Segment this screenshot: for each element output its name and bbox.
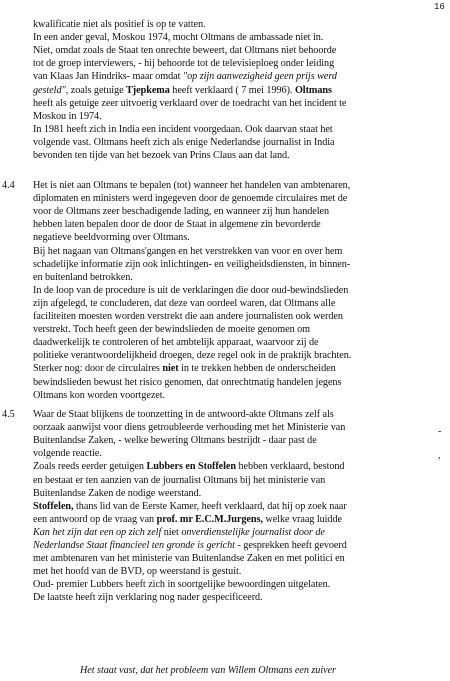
text-line <box>33 513 342 526</box>
page-number: 16 <box>434 2 445 12</box>
text-run: hebben verklaard, bestond <box>236 461 345 473</box>
section-number: 4.5 <box>2 409 15 420</box>
text-line <box>33 258 350 271</box>
text-line <box>33 323 310 336</box>
text-run: "op zijn aanwezigheid geen prijs werd <box>182 71 337 83</box>
text-line <box>33 218 321 231</box>
text-run: politieke verantwoordelijkheid droegen, deze regel ook in de praktijk brachten. <box>33 350 352 362</box>
text-line <box>33 205 329 218</box>
text-run: voor de Oltmans zeer beschadigende lading, en wanneer zij hun handelen <box>33 206 330 218</box>
text-run: gesteld" <box>33 84 66 96</box>
text-line <box>33 231 190 244</box>
text-line <box>33 552 345 565</box>
text-run: hebben laten bepalen door de door de Staat in algemene zin bevorderde <box>33 219 321 231</box>
text-line <box>33 310 343 323</box>
text-run: bewindslieden bewust het risico genomen, dat onrechtmatig handelen jegens <box>33 376 342 388</box>
text-run: , zoals getuige <box>65 84 127 96</box>
text-run: In een ander geval, Moskou 1974, mocht Oltmans de ambassade niet in. <box>33 32 324 44</box>
text-run: diplomaten en ministers werd ingegeven door de genoemde circulaires met de <box>33 193 348 205</box>
text-line <box>33 336 319 349</box>
text-run: Tjepkema <box>126 84 170 96</box>
text-line <box>33 271 133 284</box>
text-line <box>33 565 241 578</box>
text-run: met ambtenaren van het ministerie van Buitenlandse Zaken en met politici en <box>33 553 345 565</box>
text-line <box>33 149 290 162</box>
text-run: volgende vast. Oltmans heeft zich als enige Nederlandse journalist in India <box>33 136 335 148</box>
text-run: van Klaas Jan Hindriks- maar omdat <box>33 71 183 83</box>
text-line <box>33 179 350 192</box>
text-line <box>33 487 201 500</box>
text-run: en buitenland betrokken. <box>33 271 133 283</box>
text-run: daadwerkelijk te controleren of het ambtelijk apparaat, waarvoor zij de <box>33 337 319 349</box>
text-run: een antwoord op de vraag van <box>33 513 157 525</box>
text-line <box>33 18 206 31</box>
text-run: Oud- premier Lubbers heeft zich in soortgelijke bewoordingen uitgelaten. <box>33 579 331 591</box>
text-line <box>33 136 335 149</box>
text-run: prof. mr E.C.M.Jurgens, <box>156 513 263 525</box>
text-line <box>33 31 323 44</box>
text-line <box>33 376 341 389</box>
text-run: De laatste heeft zijn verklaring nog nader gespecificeerd. <box>33 592 263 604</box>
text-line <box>33 110 102 123</box>
margin-tick: , <box>438 450 441 461</box>
text-line <box>33 297 335 310</box>
text-line <box>33 460 344 473</box>
text-run: Stoffelen, <box>33 500 74 512</box>
text-line <box>33 526 325 539</box>
text-run: met het hoofd van de BVD, op weerstand is gestuit. <box>33 566 242 578</box>
text-run: Waar de Staat blijkens de toonzetting in de antwoord-akte Oltmans zelf als <box>33 409 334 420</box>
text-line <box>33 123 333 136</box>
text-run: In de loop van de procedure is uit de verklaringen die door oud-bewindslieden <box>33 284 349 296</box>
text-run: niet <box>162 363 179 375</box>
text-run: Buitenlandse Zaken, - welke bewering Oltmans bestrijdt - daar past de <box>33 435 317 447</box>
text-run: Het is niet aan Oltmans te bepalen (tot) wanneer het handelen van ambtenaren, <box>33 180 351 191</box>
text-line <box>33 539 347 552</box>
text-run: oorzaak aanwijst voor diens getroubleerde verhouding met het Ministerie van <box>33 422 346 434</box>
text-line <box>33 284 348 297</box>
text-run: heeft als getuige zeer uitvoerig verklaard over de toedracht van het incident te <box>33 97 347 109</box>
text-run: niet <box>161 526 182 538</box>
text-run: Niet, omdat zoals de Staat ten onrechte beweert, dat Oltmans niet behoorde <box>33 45 337 57</box>
text-line <box>33 591 263 604</box>
text-run: volgende reactie. <box>33 448 102 460</box>
text-run: heeft verklaard ( 7 mei 1996). <box>169 84 295 96</box>
text-line <box>33 389 165 402</box>
text-run: in te trekken hebben de onderscheiden <box>178 363 336 375</box>
margin-tick: - <box>438 426 442 437</box>
text-line <box>33 44 336 57</box>
text-run: kwalificatie niet als positief is op te vatten. <box>33 19 206 30</box>
text-line <box>33 362 336 375</box>
text-line <box>33 70 337 83</box>
text-line <box>33 57 334 70</box>
text-line <box>33 192 347 205</box>
footer-line: Het staat vast, dat het probleem van Willem Oltmans een zuiver <box>80 665 336 676</box>
text-line <box>33 578 330 591</box>
text-line <box>33 245 342 258</box>
text-run: bevonden ten tijde van het bezoek van Prins Claus aan dat land. <box>33 150 290 161</box>
text-run: en bestaat er ten aanzien van de journalist Oltmans bij het ministerie van <box>33 474 326 486</box>
text-run: Lubbers en Stoffelen <box>146 461 237 473</box>
text-run: In 1981 heeft zich in India een incident voorgedaan. Ook daarvan staat het <box>33 123 333 135</box>
text-run: Oltmans <box>294 84 332 96</box>
text-line <box>33 84 332 97</box>
text-run: thans lid van de Eerste Kamer, heeft verklaard, dat hij op zoek naar <box>73 500 347 512</box>
text-run: Moskou in 1974. <box>33 110 102 122</box>
section-number: 4.4 <box>2 180 15 191</box>
text-run: Oltmans kon worden voortgezet. <box>33 389 166 401</box>
text-run: Nederlandse Staat financieel ten gronde is gericht <box>33 540 235 551</box>
text-run: Bij het nagaan van Oltmans'gangen en het verstrekken van voor en over hem <box>33 245 343 257</box>
text-line <box>33 97 346 110</box>
text-line <box>33 474 325 487</box>
text-line <box>33 500 347 513</box>
text-run: - gesprekken heeft gevoerd <box>234 540 347 551</box>
text-run: schadelijke informatie zijn ook inlichtingen- en veiligheidsdiensten, in binnen- <box>33 258 351 270</box>
text-run: onverdienstelijke journalist door de <box>181 526 325 538</box>
text-run: zijn afgelegd, te concluderen, dat deze van oordeel waren, dat Oltmans alle <box>33 297 336 309</box>
text-line <box>33 349 351 362</box>
text-run: tot de groep interviewers, - hij behoorde tot de televisieploeg onder leiding <box>33 58 335 70</box>
text-run: Zoals reeds eerder getuigen <box>33 461 147 473</box>
text-line <box>33 447 102 460</box>
text-line <box>33 408 334 421</box>
text-line <box>33 421 345 434</box>
text-run: negatieve beeldvorming over Oltmans. <box>33 232 190 244</box>
text-run: welke vraag luidde <box>262 513 342 525</box>
text-run: Kan het zijn dat een op zich zelf <box>33 526 162 538</box>
text-run: Sterker nog: door de circulaires <box>33 363 163 375</box>
text-run: verstrekt. Toch heeft geen der bewindslieden de moeite genomen om <box>33 324 311 336</box>
text-run: faciliteiten moesten worden verstrekt die aan andere journalisten ook werden <box>33 311 343 322</box>
text-run: Buitenlandse Zaken de nodige weerstand. <box>33 487 202 499</box>
text-line <box>33 434 317 447</box>
